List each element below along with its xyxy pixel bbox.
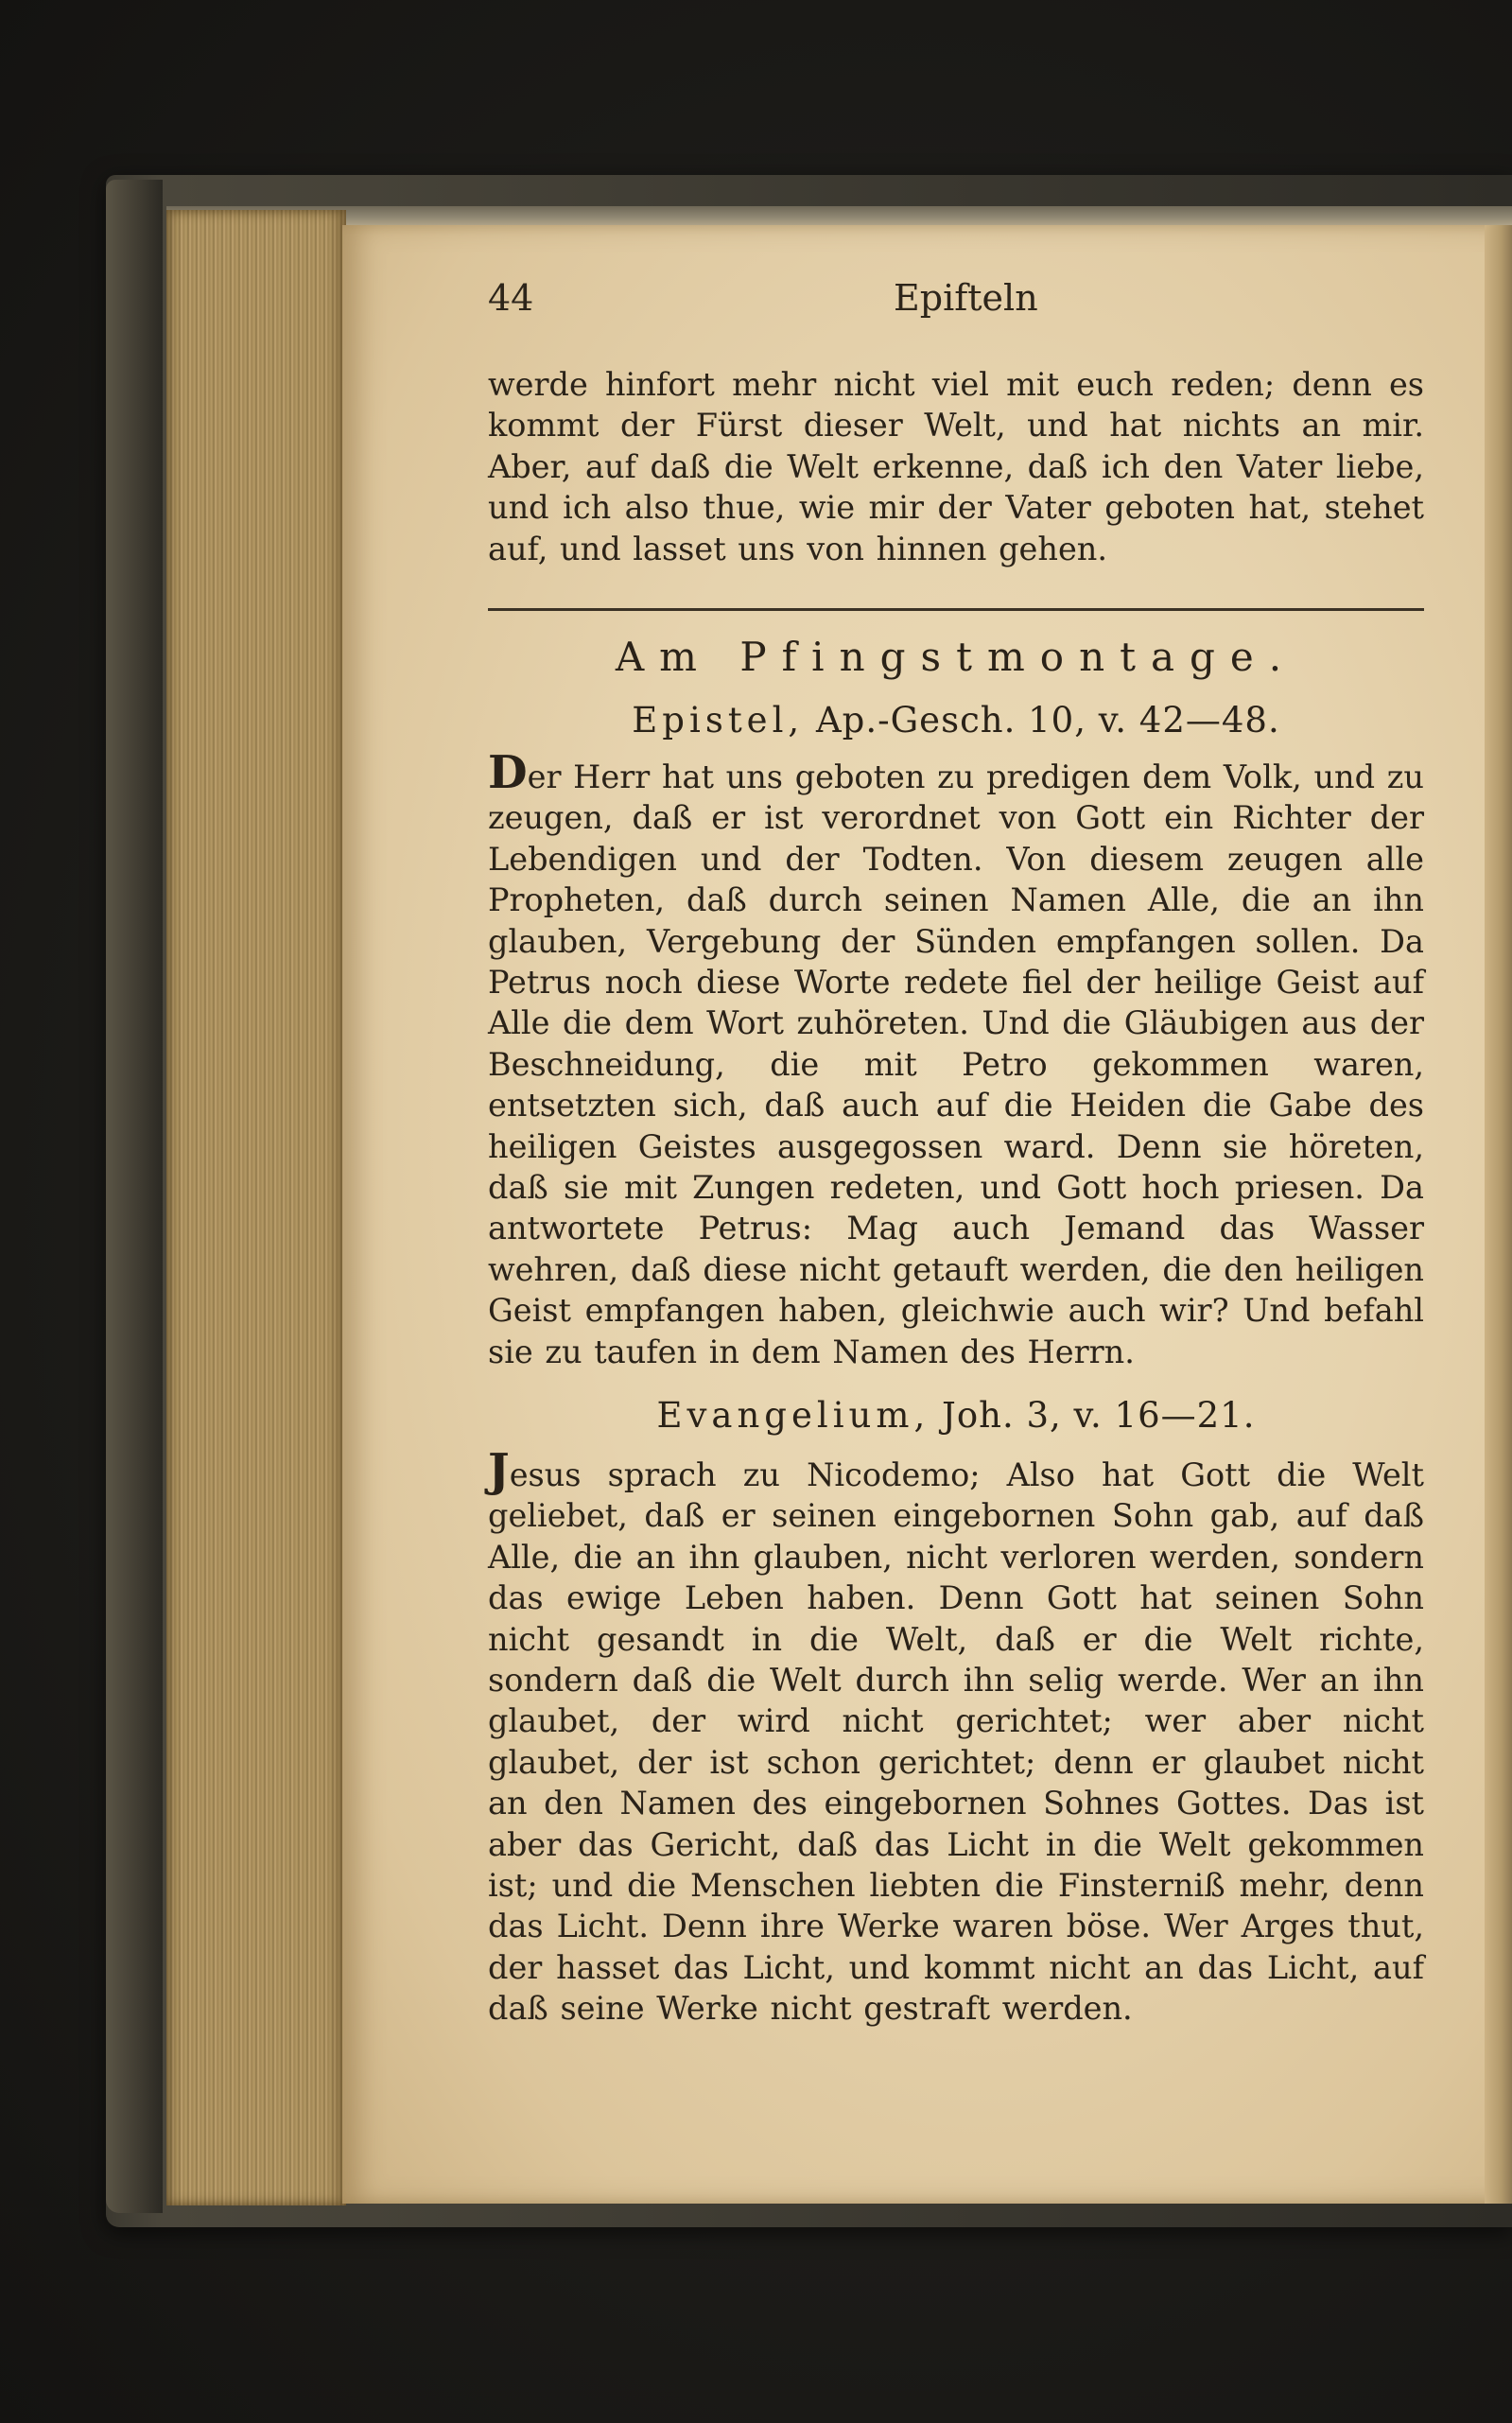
stacked-page-edges bbox=[166, 210, 346, 2205]
epistle-initial: D bbox=[488, 746, 528, 799]
gospel-text: esus sprach zu Nicodemo; Also hat Gott die Welt geliebet, daß er seinen eingebornen Sohn gab, auf daß Alle, die an ihn glauben, nicht verloren werden, sondern das ewige Leben haben. Denn Gott hat seinen Sohn nicht gesandt in die Welt, daß er die Welt richte, sondern daß die Welt durch ihn selig werde. Wer an ihn glaubet, der wird nicht gerichtet; wer aber nicht glaubet, der ist schon gerichtet; denn er glaubet nicht an den Namen des eingebornen Sohnes Gottes. Das ist aber das Gericht, daß das Licht in die Welt gekommen ist; und die Menschen liebten die Finsterniß mehr, denn das Licht. Denn ihre Werke waren böse. Wer Arges thut, der hasset das Licht, und kommt nicht an das Licht, auf daß seine Werke nicht gestraft werden. bbox=[488, 1456, 1424, 2028]
section-heading: Am Pfingstmontage. bbox=[615, 634, 1297, 680]
page-number: 44 bbox=[488, 277, 534, 319]
continuation-paragraph: werde hinfort mehr nicht viel mit euch reden; denn es kommt der Fürst dieser Welt, und hat nichts an mir. Aber, auf daß die Welt erkenne, daß ich den Vater liebe, und ich also thue, wie mir der Vater geboten hat, stehet auf, und lasset uns von hinnen gehen. bbox=[488, 366, 1424, 567]
gospel-paragraph bbox=[488, 1444, 1424, 2030]
page-top-edge bbox=[166, 206, 1512, 227]
epistle-label: Epistel, bbox=[632, 700, 805, 741]
epistle-text: er Herr hat uns geboten zu predigen dem Volk, und zu zeugen, daß er ist verordnet von Gott ein Richter der Lebendigen und der Todten. Von diesem zeugen alle Propheten, daß durch seinen Namen Alle, die an ihn glauben, Vergebung der Sünden empfangen sollen. Da Petrus noch diese Worte redete fiel der heilige Geist auf Alle die dem Wort zuhöreten. Und die Gläubigen aus der Beschneidung, die mit Petro gekommen waren, entsetzten sich, daß auch auf die Heiden die Gabe des heiligen Geistes ausgegossen ward. Denn sie höreten, daß sie mit Zungen redeten, und Gott hoch priesen. Da antwortete Petrus: Mag auch Jemand das Wasser wehren, daß diese nicht getauft werden, die den heiligen Geist empfangen haben, gleichwie auch wir? Und befahl sie zu taufen in dem Namen des Herrn. bbox=[488, 758, 1424, 1370]
gospel-citation: Joh. 3, v. 16—21. bbox=[942, 1395, 1256, 1436]
book-spine-edge bbox=[106, 180, 163, 2213]
page-right-edge bbox=[1485, 225, 1512, 2204]
epistle-reference bbox=[488, 700, 1424, 741]
gospel-initial: J bbox=[488, 1444, 510, 1497]
gospel-label: Evangelium, bbox=[656, 1395, 930, 1436]
running-title: Epifteln bbox=[894, 277, 1038, 319]
gospel-reference bbox=[488, 1395, 1424, 1436]
epistle-paragraph bbox=[488, 746, 1424, 1372]
section-divider bbox=[488, 608, 1424, 611]
epistle-citation: Ap.-Gesch. 10, v. 42—48. bbox=[815, 700, 1280, 741]
